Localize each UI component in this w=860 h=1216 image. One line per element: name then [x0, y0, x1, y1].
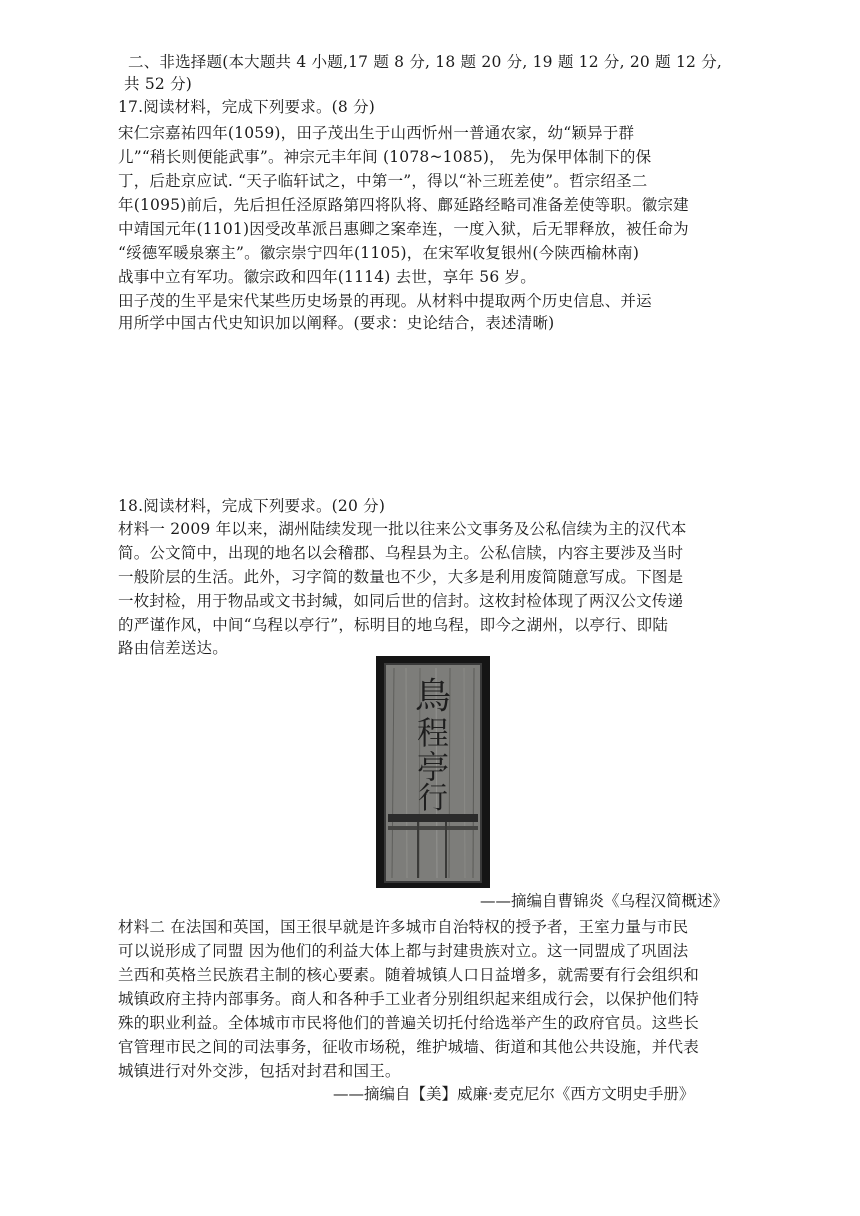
- slip-character: 行: [418, 781, 448, 816]
- q17-heading: 17.阅读材料，完成下列要求。(8 分): [118, 98, 376, 116]
- q17-text-line: 宋仁宗嘉祐四年(1059)，田子茂出生于山西忻州一普通农家，幼“颖异于群: [118, 124, 635, 142]
- section-heading-line1: 二、非选择题(本大题共 4 小题,17 题 8 分, 18 题 20 分, 19 题 12 分, 20 题 12 分,: [128, 53, 723, 71]
- q18-material2-line: 官管理市民之间的司法事务，征收市场税，维护城墙、街道和其他公共设施，并代表: [118, 1038, 699, 1056]
- section-heading-line2: 共 52 分): [124, 75, 193, 93]
- q17-text-line: 丁，后赴京应试. “天子临轩试之，中第一”，得以“补三班差使”。哲宗绍圣二: [118, 172, 648, 190]
- q18-material1-line: 一枚封检，用于物品或文书封缄，如同后世的信封。这枚封检体现了两汉公文传递: [118, 592, 684, 610]
- q17-question-line: 用所学中国古代史知识加以阐释。(要求：史论结合，表述清晰): [118, 314, 555, 332]
- q18-material1-line: 一般阶层的生活。此外，习字简的数量也不少，大多是利用废简随意写成。下图是: [118, 568, 684, 586]
- q18-material2-line: 材料二 在法国和英国，国王很早就是许多城市自治特权的授予者，王室力量与市民: [118, 918, 689, 936]
- q17-text-line: 儿”“稍长则便能武事”。神宗元丰年间 (1078~1085)， 先为保甲体制下的保: [118, 148, 652, 166]
- q18-heading: 18.阅读材料，完成下列要求。(20 分): [118, 497, 386, 515]
- q17-text-line: 年(1095)前后，先后担任泾原路第四将队将、鄜延路经略司准备差使等职。徽宗建: [118, 196, 689, 214]
- q18-material1-line: 材料一 2009 年以来，湖州陆续发现一批以往来公文事务及公私信续为主的汉代本: [118, 520, 687, 538]
- q18-material1-line: 路由信差送达。: [118, 639, 228, 657]
- slip-character: 鳥: [414, 676, 452, 717]
- q18-material2-line: 兰西和英格兰民族君主制的核心要素。随着城镇人口日益增多，就需要有行会组织和: [118, 966, 699, 984]
- q17-text-line: “绥德军暖泉寨主”。徽宗崇宁四年(1105)，在宋军收复银州(今陕西榆林南): [118, 244, 640, 262]
- sealing-slip-image: [376, 656, 490, 888]
- slip-character: 程: [416, 714, 450, 752]
- q18-material2-line: 城镇进行对外交涉，包括对封君和国王。: [118, 1062, 401, 1080]
- q18-material1-line: 的严谨作风，中间“乌程以亭行”，标明目的地乌程，即今之湖州，以亭行、即陆: [118, 616, 669, 634]
- bamboo-slip-photo: [376, 656, 490, 888]
- material1-source: ——摘编自曹锦炎《乌程汉简概述》: [480, 892, 729, 910]
- q17-text-line: 战事中立有军功。徽宗政和四年(1114) 去世，享年 56 岁。: [118, 268, 536, 286]
- q18-material1-line: 简。公文简中，出现的地名以会稽郡、乌程县为主。公私信牍，内容主要涉及当时: [118, 544, 684, 562]
- q17-question-line: 田子茂的生平是宋代某些历史场景的再现。从材料中提取两个历史信息、并运: [118, 292, 652, 310]
- material2-source: ——摘编自【美】威廉·麦克尼尔《西方文明史手册》: [333, 1085, 695, 1103]
- q17-text-line: 中靖国元年(1101)因受改革派吕惠卿之案牵连，一度入狱，后无罪释放，被任命为: [118, 220, 689, 238]
- slip-character: 亭: [416, 748, 450, 786]
- q18-material2-line: 城镇政府主持内部事务。商人和各种手工业者分别组织起来组成行会，以保护他们特: [118, 990, 699, 1008]
- q18-material2-line: 可以说形成了同盟 因为他们的利益大体上都与封建贵族对立。这一同盟成了巩固法: [118, 942, 689, 960]
- q18-material2-line: 殊的职业利益。全体城市市民将他们的普遍关切托付给选举产生的政府官员。这些长: [118, 1014, 699, 1032]
